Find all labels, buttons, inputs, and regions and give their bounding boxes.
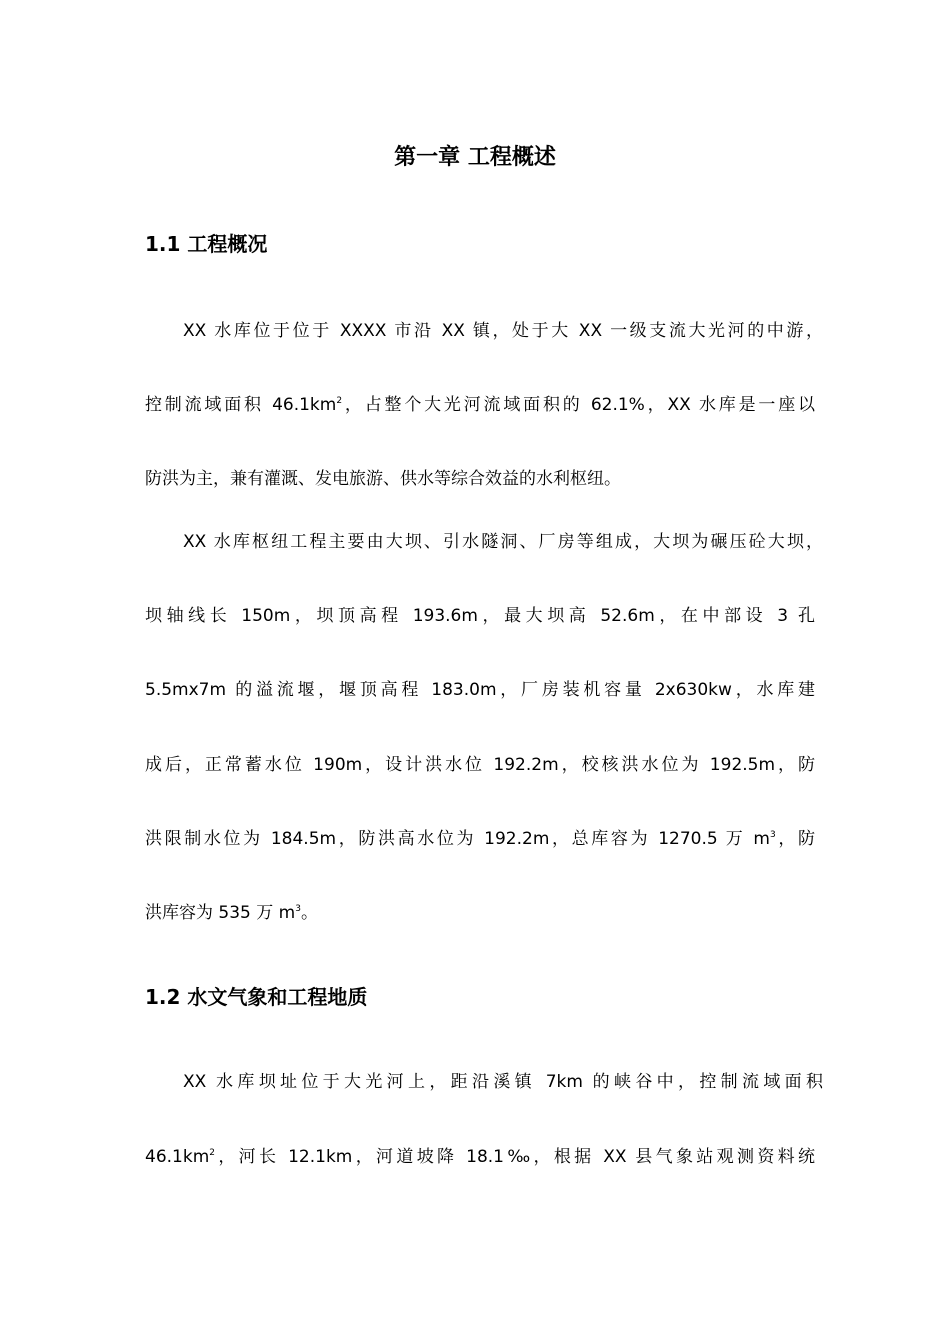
paragraph-line: 坝轴线长 150m，坝顶高程 193.6m，最大坝高 52.6m，在中部设 3 孔 (145, 606, 815, 626)
chapter-title: 第一章 工程概述 (394, 145, 556, 170)
paragraph-line: XX 水库坝址位于大光河上，距沿溪镇 7km 的峡谷中，控制流域面积 (183, 1072, 823, 1092)
paragraph-line: 防洪为主，兼有灌溉、发电旅游、供水等综合效益的水利枢纽。 (145, 469, 621, 489)
paragraph-line: $46.1km^2$，河长 12.1km，河道坡降 18.1‰，根据 XX 县气象站观测资料统 (145, 1147, 815, 1167)
paragraph-line: 洪限制水位为 184.5m，防洪高水位为 192.2m，总库容为 1270.5 万 $m^3$，防 (145, 829, 815, 849)
paragraph-line: 5.5mx7m 的溢流堰，堰顶高程 183.0m，厂房装机容量 2x630kw，水库建 (145, 680, 815, 700)
paragraph-line: XX 水库枢纽工程主要由大坝、引水隧洞、厂房等组成，大坝为碾压砼大坝， (183, 532, 823, 552)
section-title-1-1: 1.1 工程概况 (145, 232, 268, 256)
paragraph-line: 成后，正常蓄水位 190m，设计洪水位 192.2m，校核洪水位为 192.5m，防 (145, 755, 815, 775)
paragraph-line: XX 水库位于位于 XXXX 市沿 XX 镇，处于大 XX 一级支流大光河的中游， (183, 321, 823, 341)
paragraph-line: 控制流域面积 $46.1km^2$，占整个大光河流域面积的 62.1%，XX 水库是一座以 (145, 395, 815, 415)
section-title-1-2: 1.2 水文气象和工程地质 (145, 985, 368, 1009)
paragraph-line: 洪库容为 535 万 $m^3$。 (145, 903, 318, 923)
